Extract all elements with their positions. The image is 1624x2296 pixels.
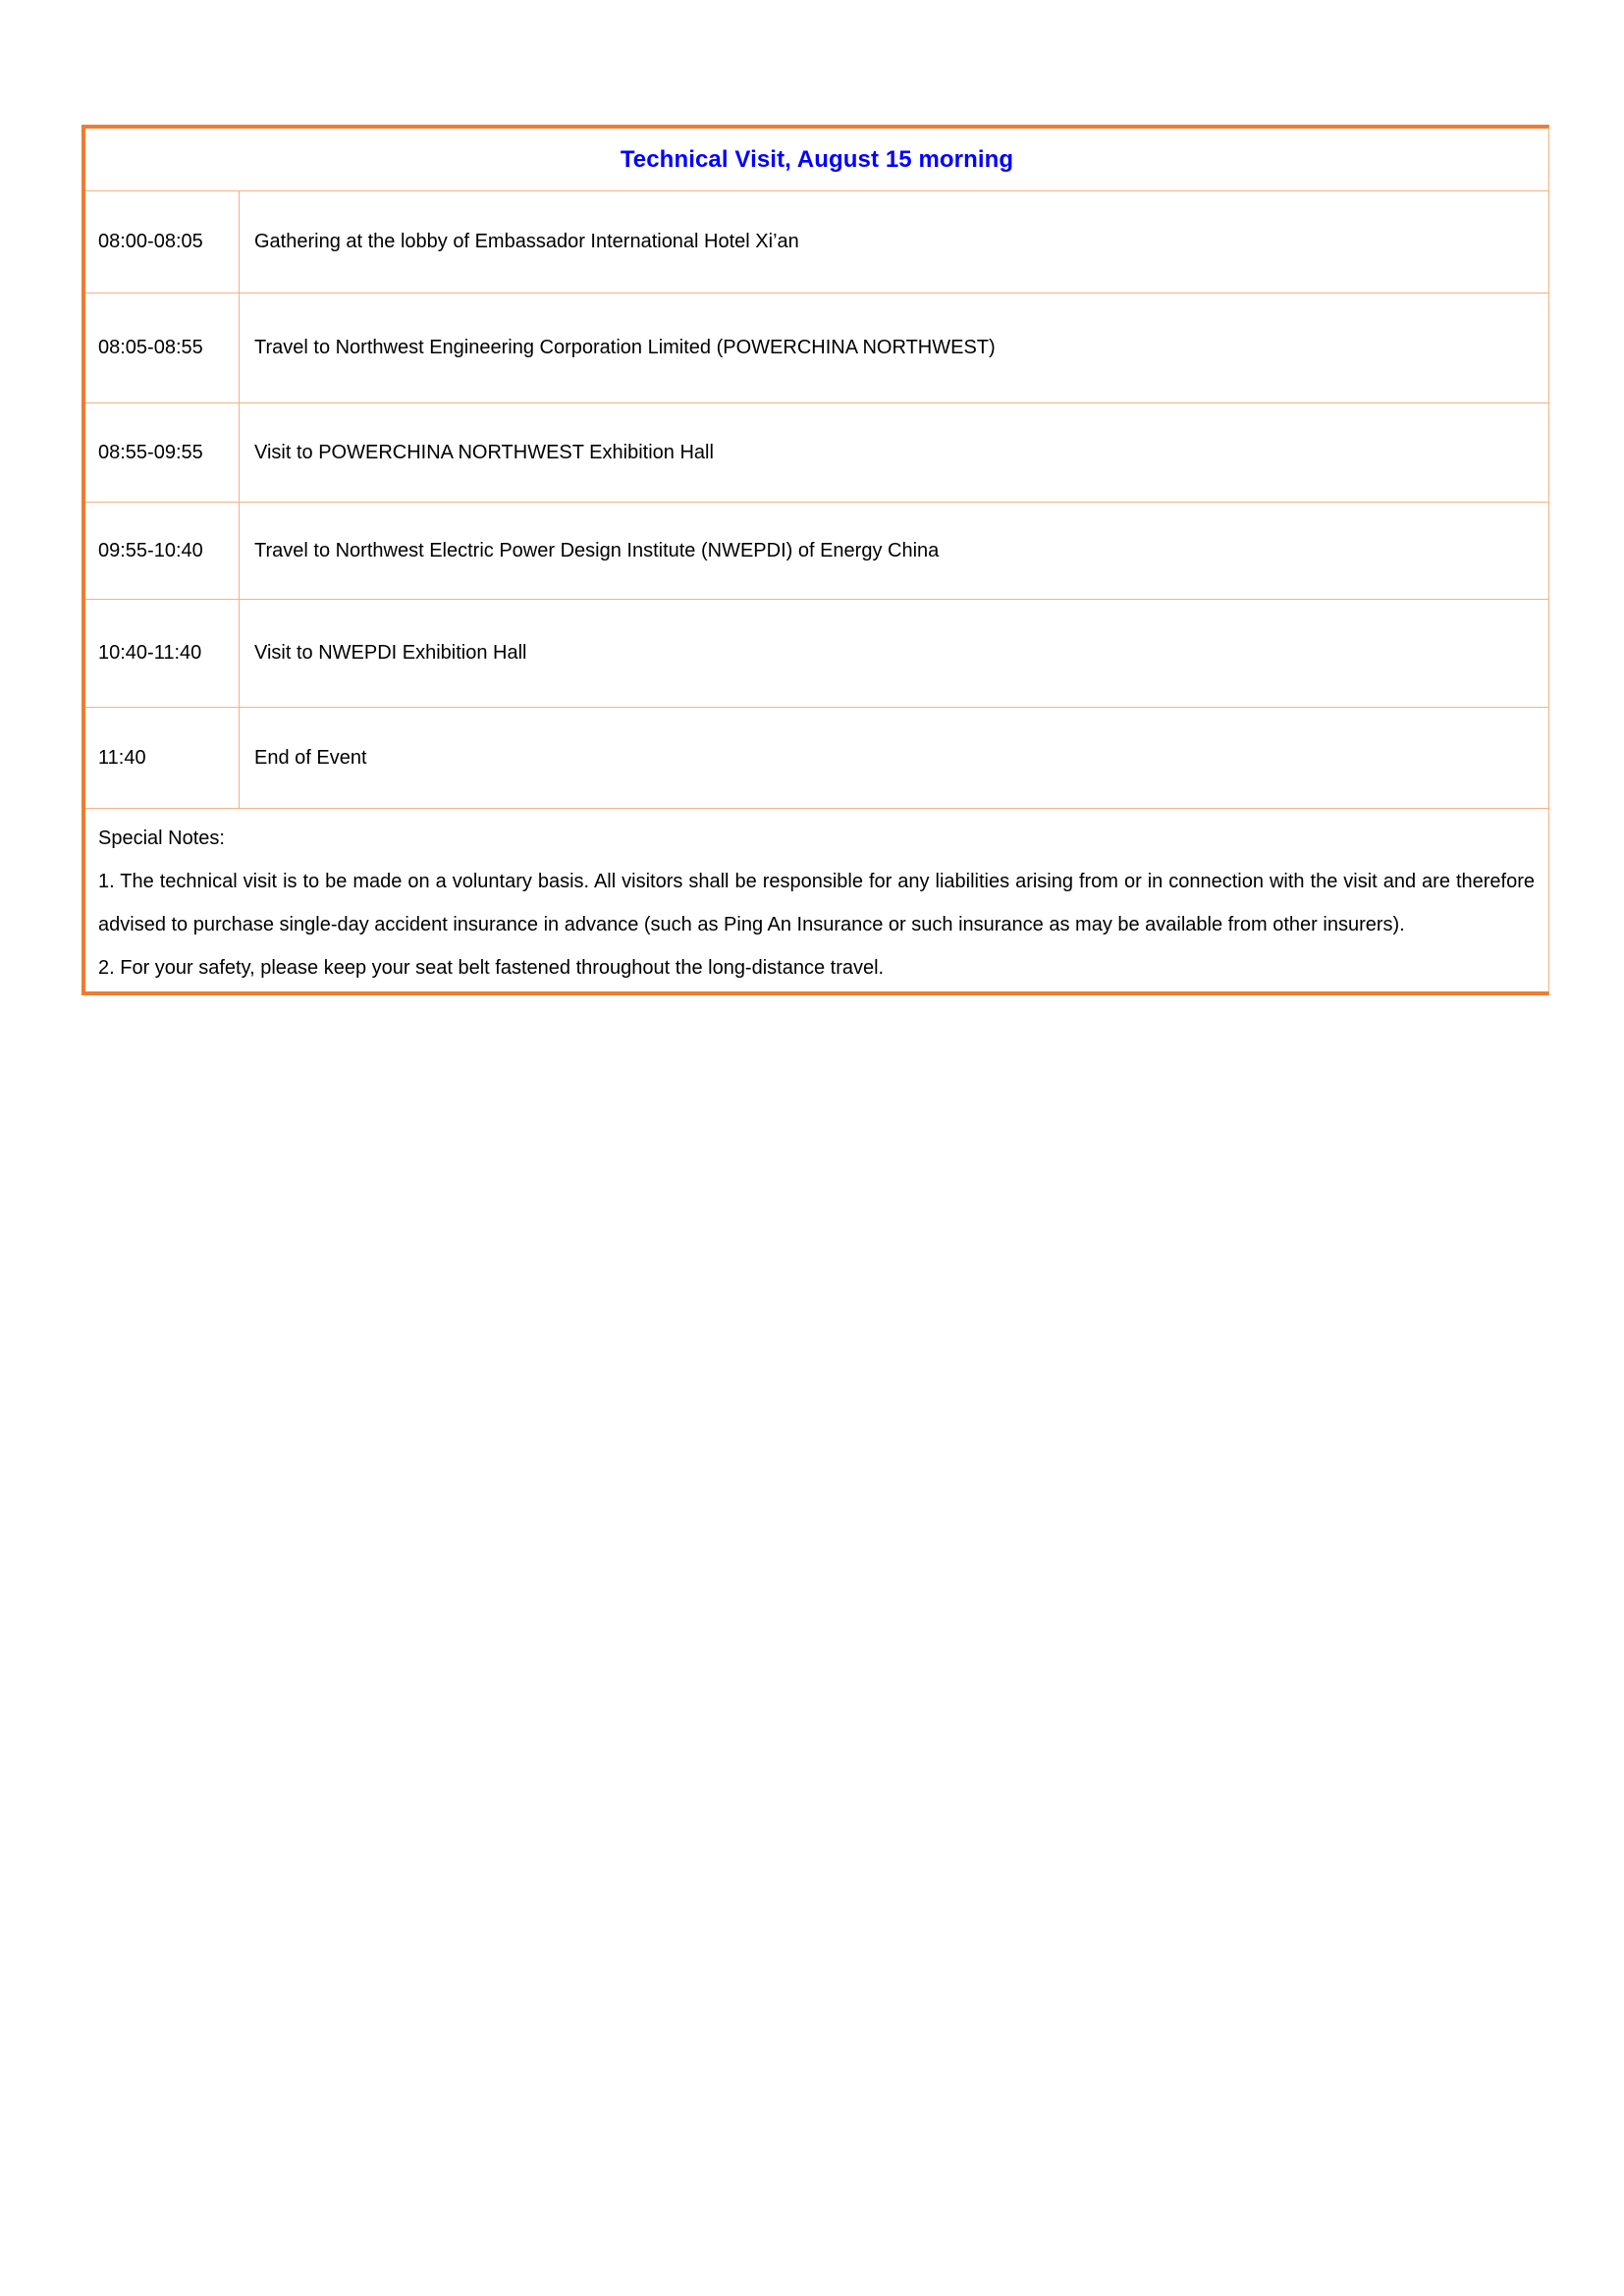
special-notes [85,809,1548,991]
time-cell: 08:00-08:05 [85,191,240,293]
table-row [85,600,1548,708]
table-row [85,294,1548,403]
table-title: Technical Visit, August 15 morning [620,145,1014,173]
event-cell: Travel to Northwest Electric Power Design Institute (NWEPDI) of Energy China [254,539,940,561]
event-cell: Travel to Northwest Engineering Corporation Limited (POWERCHINA NORTHWEST) [254,337,996,358]
note-item: 1. The technical visit is to be made on a voluntary basis. All visitors shall be responsible for any liabilities arising from or in connection with the visit and are therefore advised to purchase single-day accident insurance in advance (such as Ping An Insurance or such insurance as may be available from other insurers). [98,871,1535,935]
notes-heading: Special Notes: [98,828,225,849]
event-cell: Gathering at the lobby of Embassador International Hotel Xi’an [254,231,799,252]
table-row [85,503,1548,600]
time-cell: 11:40 [85,708,240,808]
table-row [85,708,1548,809]
time-cell: 08:55-09:55 [85,403,240,502]
time-cell: 10:40-11:40 [85,600,240,707]
event-cell: End of Event [254,746,367,769]
note-item: 2. For your safety, please keep your seat belt fastened throughout the long-distance travel. [98,957,885,979]
schedule-table [81,125,1549,995]
table-title-row [85,129,1548,191]
time-cell: 08:05-08:55 [85,294,240,402]
table-row [85,403,1548,503]
event-cell: Visit to NWEPDI Exhibition Hall [254,642,527,664]
time-cell: 09:55-10:40 [85,503,240,599]
event-cell: Visit to POWERCHINA NORTHWEST Exhibition Hall [254,441,714,463]
table-row [85,191,1548,294]
